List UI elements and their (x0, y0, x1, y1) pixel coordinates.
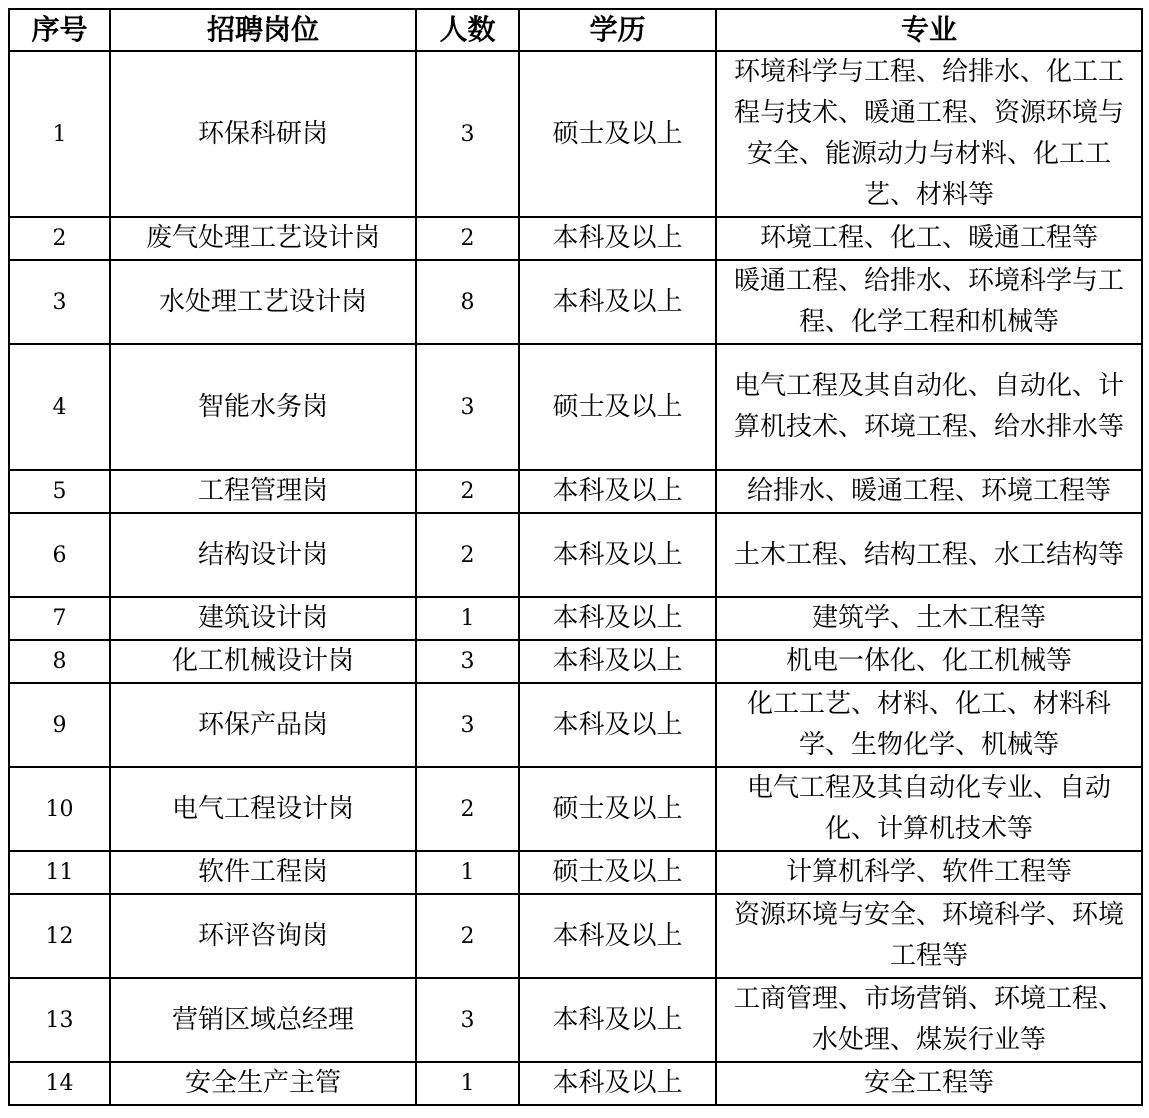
cell-education: 本科及以上 (519, 513, 716, 597)
cell-education: 硕士及以上 (519, 51, 716, 217)
table-row (9, 260, 1142, 344)
cell-no: 14 (9, 1062, 110, 1105)
cell-count: 1 (416, 1062, 519, 1105)
header-no: 序号 (9, 9, 110, 51)
cell-no: 1 (9, 51, 110, 217)
cell-position: 环保科研岗 (110, 51, 416, 217)
cell-major: 化工工艺、材料、化工、材料科学、生物化学、机械等 (716, 683, 1142, 767)
cell-major: 环境工程、化工、暖通工程等 (716, 217, 1142, 260)
cell-major: 机电一体化、化工机械等 (716, 640, 1142, 683)
cell-position: 环保产品岗 (110, 683, 416, 767)
cell-no: 12 (9, 894, 110, 978)
cell-major: 电气工程及其自动化、自动化、计算机技术、环境工程、给水排水等 (716, 344, 1142, 470)
header-education: 学历 (519, 9, 716, 51)
cell-count: 2 (416, 513, 519, 597)
table-row (9, 851, 1142, 894)
table-row (9, 344, 1142, 470)
table-row (9, 1062, 1142, 1105)
cell-education: 本科及以上 (519, 597, 716, 640)
cell-position: 建筑设计岗 (110, 597, 416, 640)
cell-major: 工商管理、市场营销、环境工程、水处理、煤炭行业等 (716, 978, 1142, 1062)
cell-no: 7 (9, 597, 110, 640)
cell-education: 硕士及以上 (519, 851, 716, 894)
table-row (9, 767, 1142, 851)
cell-education: 本科及以上 (519, 683, 716, 767)
cell-count: 2 (416, 894, 519, 978)
cell-position: 环评咨询岗 (110, 894, 416, 978)
cell-no: 10 (9, 767, 110, 851)
cell-count: 3 (416, 978, 519, 1062)
table-row (9, 51, 1142, 217)
cell-position: 安全生产主管 (110, 1062, 416, 1105)
cell-education: 硕士及以上 (519, 344, 716, 470)
cell-major: 暖通工程、给排水、环境科学与工程、化学工程和机械等 (716, 260, 1142, 344)
cell-count: 3 (416, 344, 519, 470)
cell-no: 8 (9, 640, 110, 683)
table-row (9, 683, 1142, 767)
cell-education: 本科及以上 (519, 894, 716, 978)
cell-major: 建筑学、土木工程等 (716, 597, 1142, 640)
table-row (9, 978, 1142, 1062)
cell-position: 结构设计岗 (110, 513, 416, 597)
cell-position: 水处理工艺设计岗 (110, 260, 416, 344)
table-row (9, 894, 1142, 978)
cell-education: 本科及以上 (519, 470, 716, 513)
cell-major: 安全工程等 (716, 1062, 1142, 1105)
cell-no: 13 (9, 978, 110, 1062)
cell-position: 工程管理岗 (110, 470, 416, 513)
cell-position: 电气工程设计岗 (110, 767, 416, 851)
header-position: 招聘岗位 (110, 9, 416, 51)
cell-education: 本科及以上 (519, 1062, 716, 1105)
cell-no: 2 (9, 217, 110, 260)
cell-education: 硕士及以上 (519, 767, 716, 851)
table-row (9, 470, 1142, 513)
cell-major: 土木工程、结构工程、水工结构等 (716, 513, 1142, 597)
cell-count: 8 (416, 260, 519, 344)
header-major: 专业 (716, 9, 1142, 51)
header-count: 人数 (416, 9, 519, 51)
cell-education: 本科及以上 (519, 640, 716, 683)
header-row (9, 9, 1142, 51)
cell-no: 6 (9, 513, 110, 597)
cell-count: 3 (416, 683, 519, 767)
cell-position: 智能水务岗 (110, 344, 416, 470)
cell-count: 1 (416, 597, 519, 640)
table-row (9, 640, 1142, 683)
cell-position: 化工机械设计岗 (110, 640, 416, 683)
cell-count: 2 (416, 470, 519, 513)
cell-education: 本科及以上 (519, 978, 716, 1062)
recruitment-table (8, 8, 1143, 1106)
cell-position: 软件工程岗 (110, 851, 416, 894)
cell-count: 2 (416, 217, 519, 260)
cell-count: 3 (416, 640, 519, 683)
cell-major: 计算机科学、软件工程等 (716, 851, 1142, 894)
cell-no: 11 (9, 851, 110, 894)
cell-education: 本科及以上 (519, 217, 716, 260)
table-row (9, 597, 1142, 640)
cell-count: 2 (416, 767, 519, 851)
table-row (9, 513, 1142, 597)
cell-major: 资源环境与安全、环境科学、环境工程等 (716, 894, 1142, 978)
table-row (9, 217, 1142, 260)
cell-major: 电气工程及其自动化专业、自动化、计算机技术等 (716, 767, 1142, 851)
cell-no: 4 (9, 344, 110, 470)
cell-major: 环境科学与工程、给排水、化工工程与技术、暖通工程、资源环境与安全、能源动力与材料、化工工艺、材料等 (716, 51, 1142, 217)
cell-position: 废气处理工艺设计岗 (110, 217, 416, 260)
cell-no: 3 (9, 260, 110, 344)
cell-position: 营销区域总经理 (110, 978, 416, 1062)
cell-no: 9 (9, 683, 110, 767)
cell-major: 给排水、暖通工程、环境工程等 (716, 470, 1142, 513)
cell-count: 1 (416, 851, 519, 894)
cell-no: 5 (9, 470, 110, 513)
cell-education: 本科及以上 (519, 260, 716, 344)
cell-count: 3 (416, 51, 519, 217)
